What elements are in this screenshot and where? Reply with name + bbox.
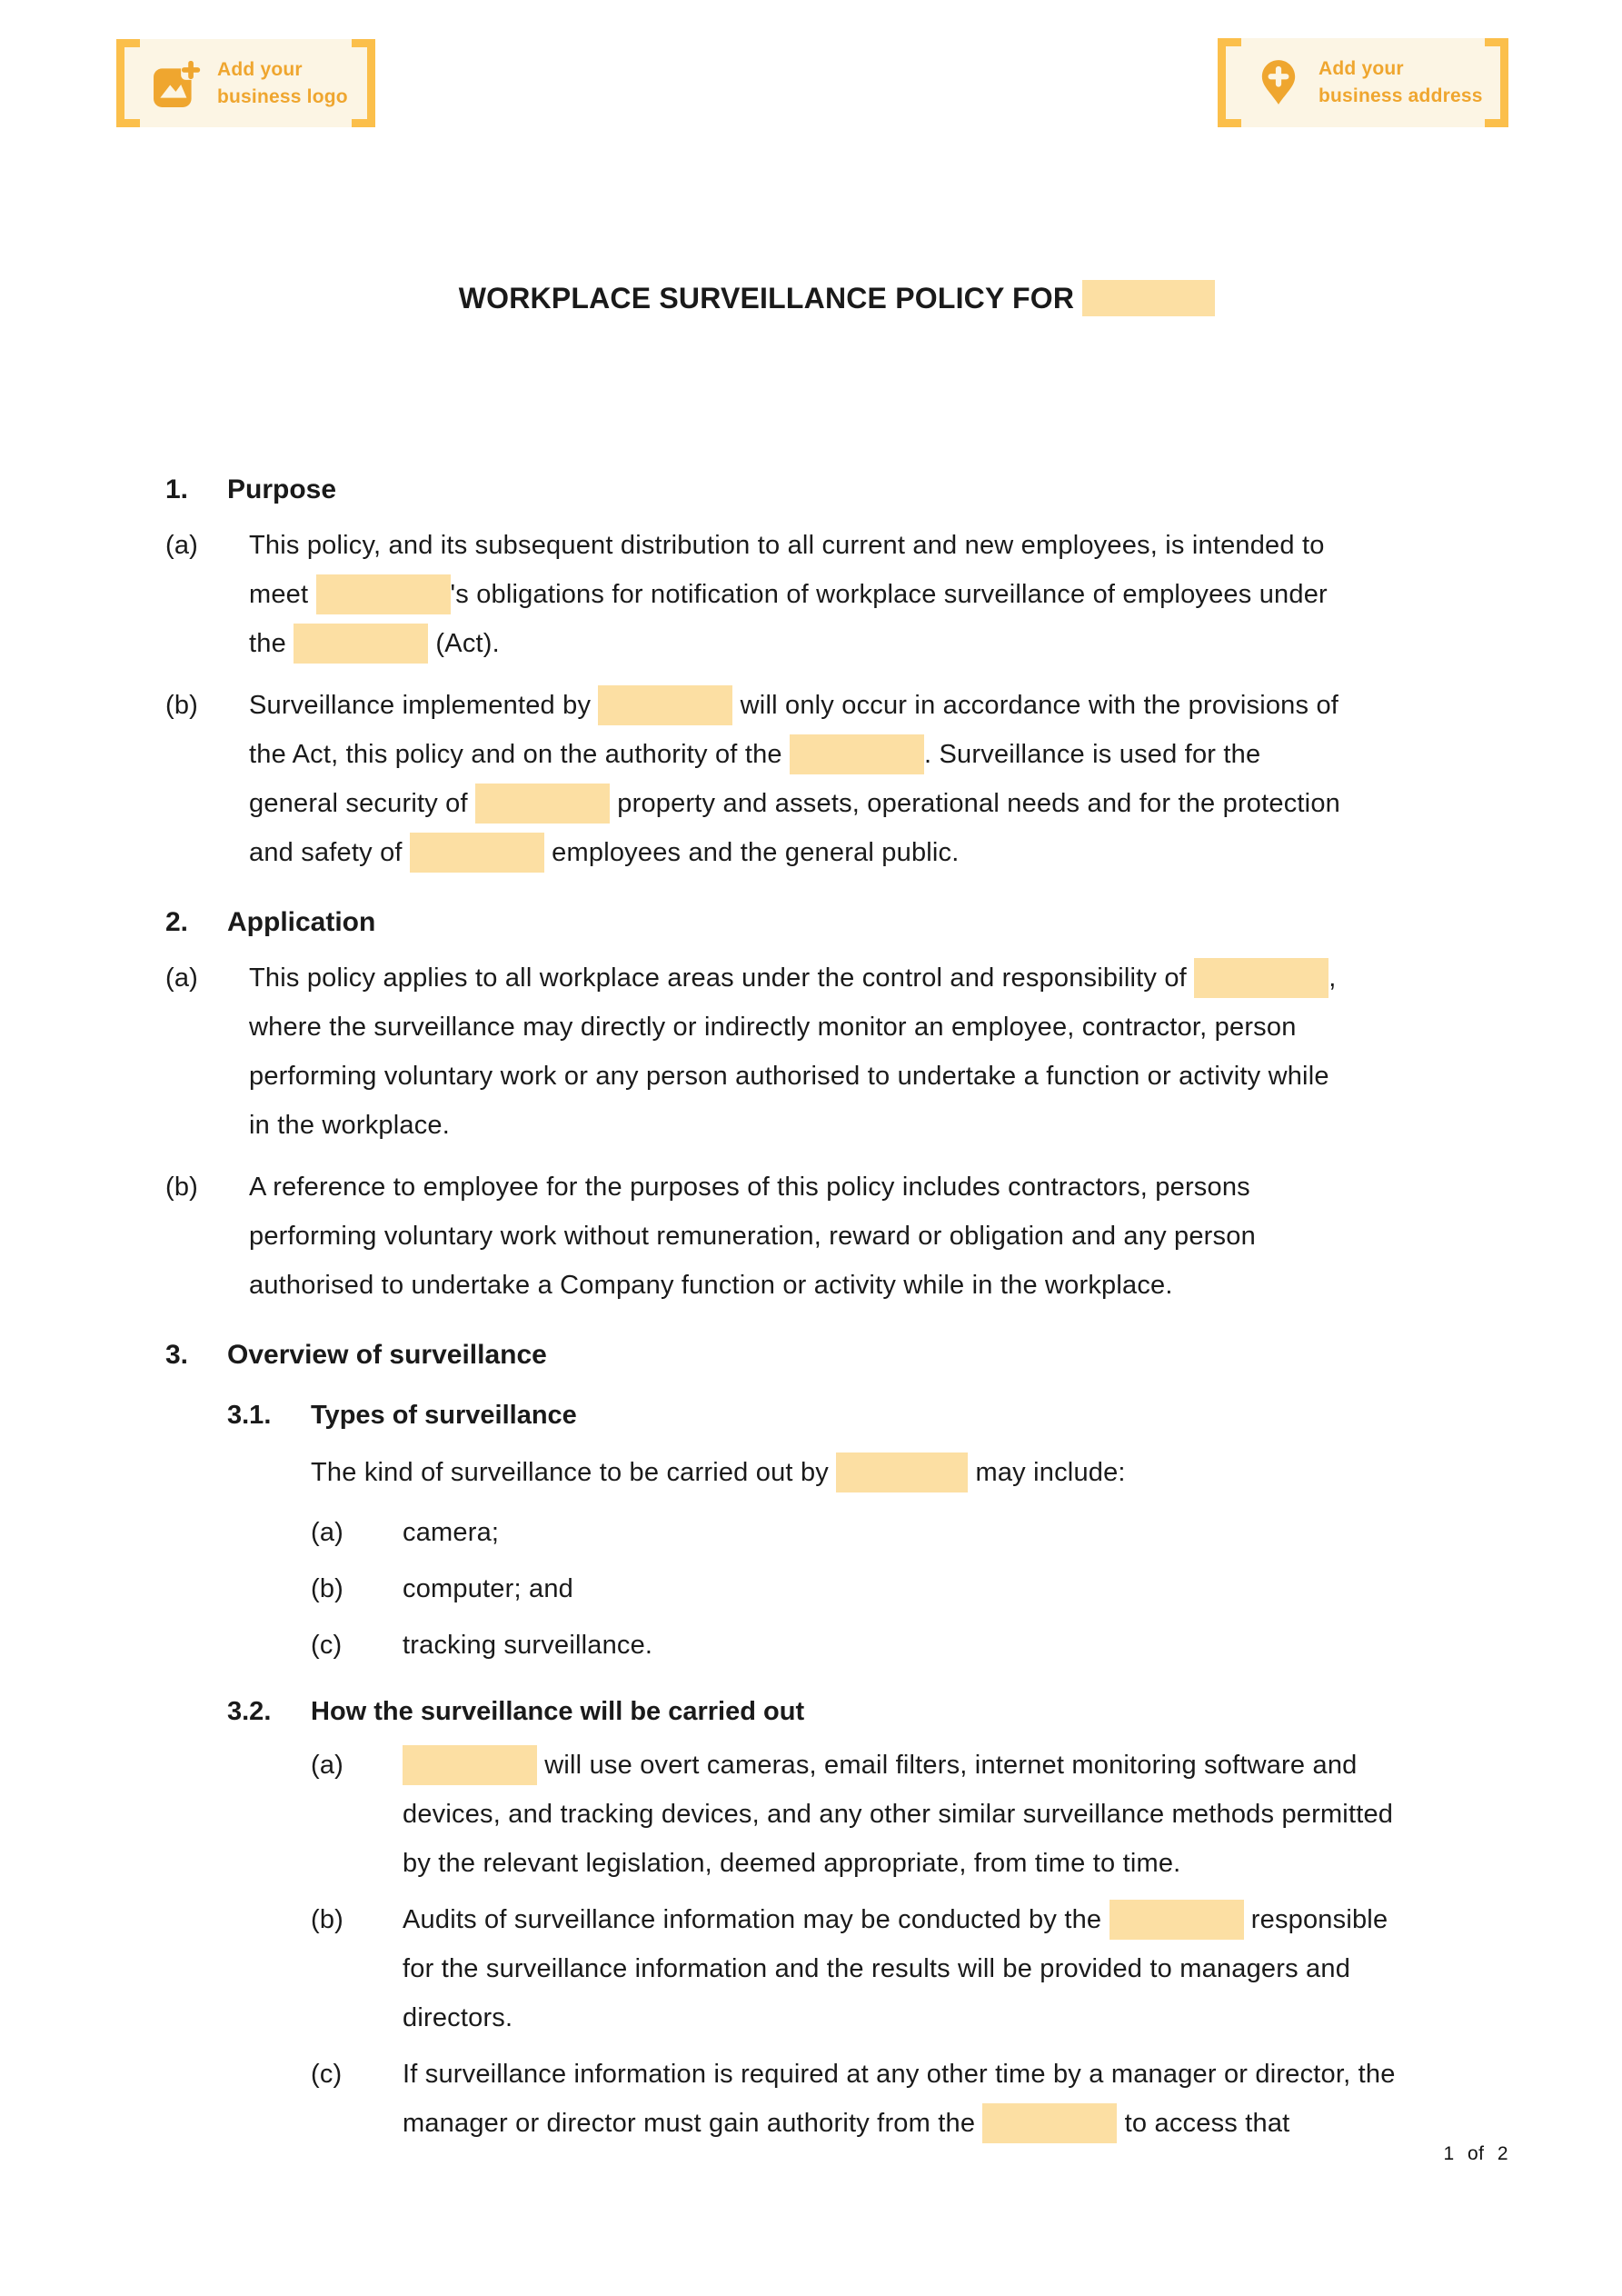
section-number: 1. <box>165 474 189 504</box>
item-text: This policy, and its subsequent distribution to all current and new employees, is intended to meet 's obligations for notification of workplace surveillance of employees under the (Act). <box>249 521 1508 668</box>
subsection-title: How the surveillance will be carried out <box>311 1697 805 1726</box>
subsection-title: Types of surveillance <box>311 1401 577 1430</box>
fill-in-placeholder[interactable] <box>403 1745 537 1785</box>
section-heading-application <box>165 904 1508 941</box>
list-marker: (b) <box>311 1574 344 1603</box>
section-number: 2. <box>165 907 189 937</box>
subsection-number: 3.2. <box>227 1697 272 1726</box>
section-heading-purpose <box>165 472 1508 508</box>
fill-in-placeholder[interactable] <box>410 833 544 873</box>
list-marker: (b) <box>165 1173 199 1202</box>
subsection-intro: The kind of surveillance to be carried out by may include: <box>311 1448 1508 1497</box>
section-title: Purpose <box>227 474 337 504</box>
list-marker: (b) <box>311 1905 344 1934</box>
document-body <box>165 277 1508 2148</box>
policy-item <box>311 1741 1508 1888</box>
policy-item <box>165 953 1508 1150</box>
add-business-logo-button[interactable] <box>116 39 375 127</box>
item-text: Audits of surveillance information may be conducted by the responsible for the surveillance information and the results will be provided to managers and directors. <box>403 1895 1508 2042</box>
list-marker: (c) <box>311 2060 343 2089</box>
bracket-left-decoration <box>116 39 140 127</box>
fill-in-placeholder[interactable] <box>1194 958 1328 998</box>
section-title: Overview of surveillance <box>227 1340 547 1370</box>
badge-label-line2: business address <box>1318 85 1483 106</box>
item-text: computer; and <box>403 1574 573 1603</box>
badge-label-line1: Add your <box>217 58 303 80</box>
item-text: This policy applies to all workplace areas under the control and responsibility of , where the surveillance may directly or indirectly monitor an employee, contractor, person performing voluntary work or any person authorised to undertake a function or activity while in the workplace. <box>249 953 1508 1150</box>
policy-item <box>311 1508 1508 1557</box>
location-add-icon <box>1254 58 1303 107</box>
add-business-address-button[interactable] <box>1218 38 1508 127</box>
bracket-right-decoration <box>1485 38 1508 127</box>
subsection-how-carried-out <box>227 1693 1508 2148</box>
badge-label <box>217 56 348 111</box>
fill-in-placeholder[interactable] <box>294 624 428 664</box>
section-number: 3. <box>165 1340 189 1370</box>
policy-item <box>165 1163 1508 1310</box>
image-add-icon <box>153 59 202 108</box>
fill-in-placeholder[interactable] <box>790 734 924 774</box>
policy-item <box>165 681 1508 877</box>
item-text: Surveillance implemented by will only occur in accordance with the provisions of the Act, this policy and on the authority of the . Surveillance is used for the general security of property and assets, operational needs and for the protection and safety of employees and the general public. <box>249 681 1508 877</box>
policy-item <box>311 1895 1508 2042</box>
item-text: tracking surveillance. <box>403 1631 653 1660</box>
item-text: If surveillance information is required at any other time by a manager or director, the manager or director must gain authority from the to access that <box>403 2050 1508 2148</box>
fill-in-placeholder[interactable] <box>1082 280 1215 316</box>
section-title: Application <box>227 907 376 937</box>
list-marker: (a) <box>311 1518 344 1547</box>
section-heading-overview <box>165 1337 1508 1373</box>
bracket-right-decoration <box>352 39 375 127</box>
list-marker: (b) <box>165 691 199 720</box>
item-text: will use overt cameras, email filters, internet monitoring software and devices, and tracking devices, and any other similar surveillance methods permitted by the relevant legislation, deemed appropriate, from time to time. <box>403 1741 1508 1888</box>
fill-in-placeholder[interactable] <box>475 784 610 824</box>
badge-label <box>1318 55 1483 110</box>
fill-in-placeholder[interactable] <box>1110 1900 1244 1940</box>
policy-item <box>311 1564 1508 1613</box>
fill-in-placeholder[interactable] <box>836 1452 968 1492</box>
item-text: A reference to employee for the purposes of this policy includes contractors, persons performing voluntary work without remuneration, reward or obligation and any person authorised to undertake a Company function or activity while in the workplace. <box>249 1173 1256 1300</box>
policy-item <box>165 521 1508 668</box>
list-marker: (c) <box>311 1631 343 1660</box>
bracket-left-decoration <box>1218 38 1241 127</box>
subsection-heading <box>227 1397 1508 1433</box>
badge-label-line2: business logo <box>217 85 348 107</box>
subsection-types-of-surveillance <box>227 1397 1508 1670</box>
page-number: 1 of 2 <box>1443 2143 1508 2164</box>
policy-item <box>311 2050 1508 2148</box>
list-marker: (a) <box>165 531 199 560</box>
subsection-number: 3.1. <box>227 1401 272 1430</box>
document-title: WORKPLACE SURVEILLANCE POLICY FOR <box>165 277 1508 319</box>
fill-in-placeholder[interactable] <box>316 574 451 614</box>
item-text: camera; <box>403 1518 500 1547</box>
policy-item <box>311 1621 1508 1670</box>
list-marker: (a) <box>311 1751 344 1780</box>
list-marker: (a) <box>165 963 199 993</box>
fill-in-placeholder[interactable] <box>598 685 732 725</box>
badge-label-line1: Add your <box>1318 58 1404 79</box>
subsection-heading <box>227 1693 1508 1730</box>
fill-in-placeholder[interactable] <box>982 2103 1117 2143</box>
